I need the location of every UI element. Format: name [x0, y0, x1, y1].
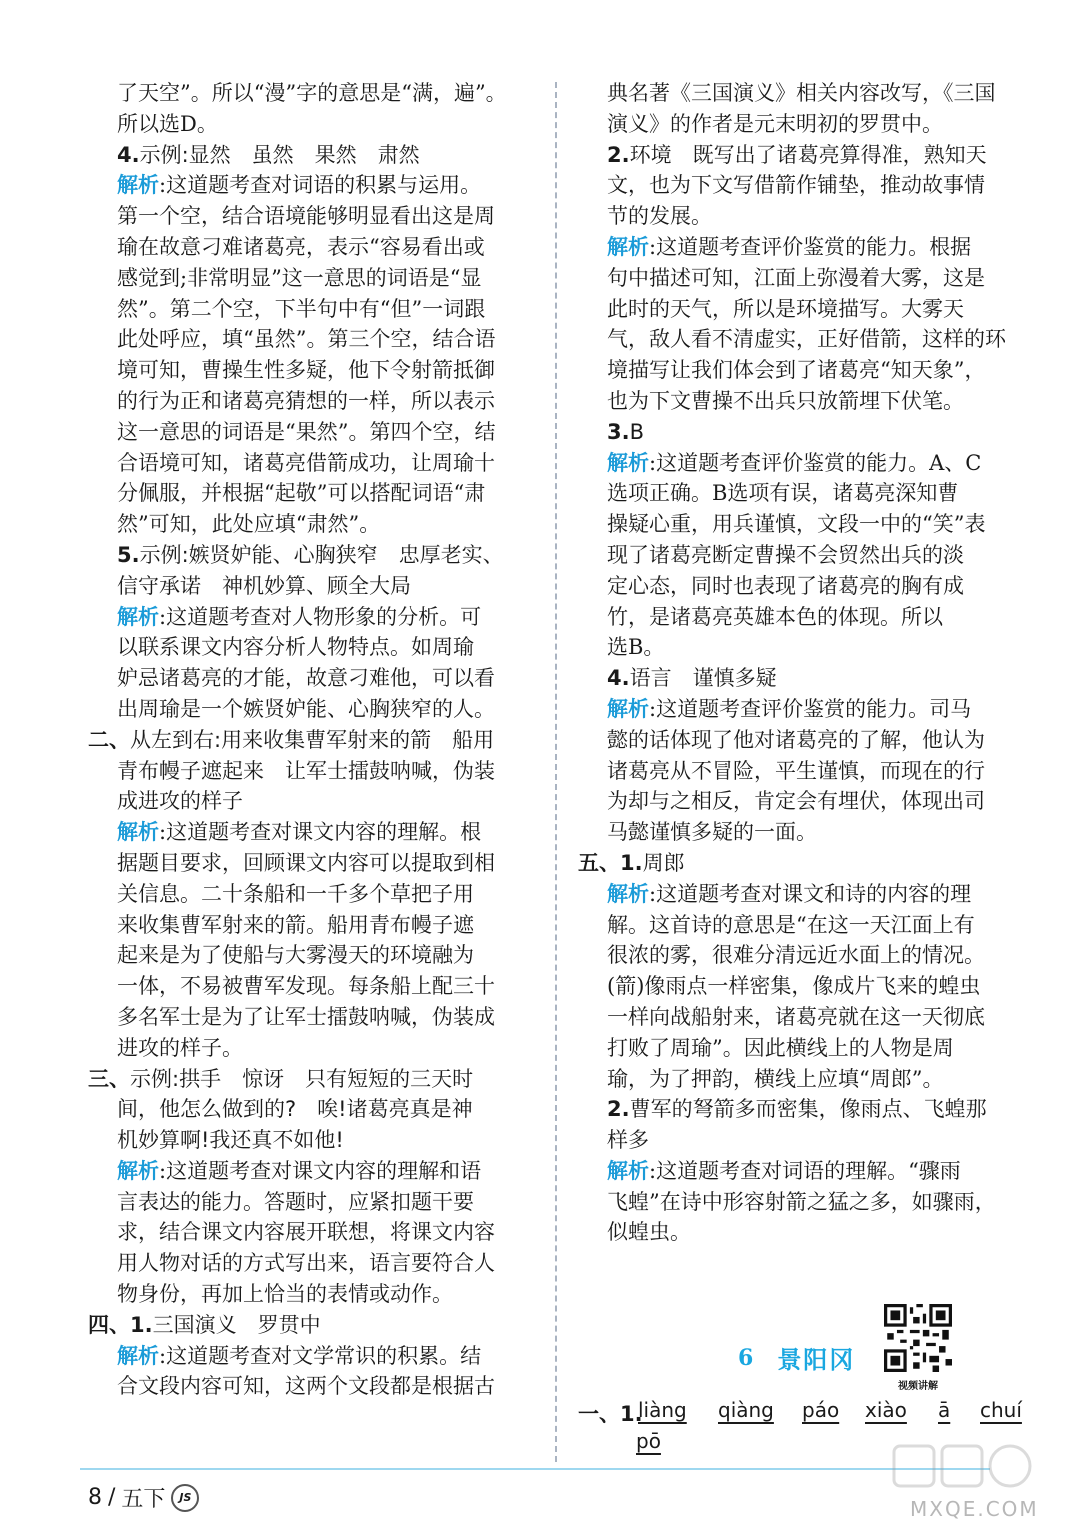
text-line — [88, 509, 536, 540]
text-line — [578, 694, 1026, 725]
left-column — [88, 78, 536, 1402]
text-run: 马懿谨慎多疑的一面。 — [607, 820, 817, 845]
text-run: 示例:拱手 惊讶 只有短短的三天时 — [130, 1066, 474, 1091]
question-number: 1. — [130, 1312, 153, 1337]
text-line — [88, 78, 536, 109]
text-run: (箭)像雨点一样密集，像成片飞来的蝗虫 — [607, 974, 981, 999]
text-run: 起来是为了使船与大雾漫天的环境融为 — [117, 943, 474, 968]
text-run: 瑜，为了押韵，横线上应填“周郎”。 — [607, 1066, 944, 1091]
text-run: 多名军士是为了让军士擂鼓呐喊，伪装成 — [117, 1004, 495, 1029]
text-line — [88, 478, 536, 509]
footer-separator: / — [108, 1485, 116, 1510]
question-number: 5. — [117, 542, 140, 567]
text-line — [578, 324, 1026, 355]
text-run: 曹军的弩箭多而密集，像雨点、飞蝗那 — [629, 1097, 987, 1122]
text-run: 节的发展。 — [607, 204, 712, 229]
text-line — [578, 786, 1026, 817]
pinyin-item: liàng — [638, 1398, 687, 1422]
text-line — [88, 1094, 536, 1125]
qr-code-icon[interactable] — [884, 1304, 952, 1372]
question-number: 4. — [117, 142, 140, 167]
page-footer — [88, 1482, 199, 1513]
text-run: 诸葛亮从不冒险，平生谨慎，而现在的行 — [607, 758, 985, 783]
text-line — [88, 940, 536, 971]
text-run: :这道题考查评价鉴赏的能力。根据 — [649, 234, 972, 259]
text-run: 求，结合课文内容展开联想，将课文内容 — [117, 1220, 495, 1245]
text-run: :这道题考查对词语的理解。“骤雨 — [649, 1158, 961, 1183]
text-run: 一体，不易被曹军发现。每条船上配三十 — [117, 974, 495, 999]
text-run: 瑜在故意刁难诸葛亮，表示“容易看出或 — [117, 234, 485, 259]
column-divider — [555, 82, 557, 1462]
text-run: :这道题考查对课文内容的理解和语 — [159, 1158, 482, 1183]
text-run: 然”可知，此处应填“肃然”。 — [117, 512, 381, 537]
text-line — [578, 294, 1026, 325]
text-line — [88, 1279, 536, 1310]
text-line — [88, 324, 536, 355]
text-run: 间，他怎么做到的? 唉!诸葛亮真是神 — [117, 1097, 473, 1122]
text-line — [578, 1217, 1026, 1248]
question-number: 1. — [620, 850, 643, 875]
text-run: 的行为正和诸葛亮猜想的一样，所以表示 — [117, 388, 495, 413]
text-line — [88, 848, 536, 879]
text-line — [88, 232, 536, 263]
page-number: 8 — [88, 1485, 102, 1510]
text-run: 句中描述可知，江面上弥漫着大雾，这是 — [607, 265, 985, 290]
text-run: 境描写让我们体会到了诸葛亮“知天象”， — [607, 358, 986, 383]
pinyin-item: ā — [938, 1398, 951, 1422]
text-run: 操疑心重，用兵谨慎，文段一中的“笑”表 — [607, 512, 986, 537]
text-line — [578, 417, 1026, 448]
text-run: 出周瑜是一个嫉贤妒能、心胸狭窄的人。 — [117, 696, 495, 721]
pinyin-label: 一、1. — [578, 1402, 643, 1426]
section-number: 四、 — [88, 1312, 130, 1337]
text-line — [578, 78, 1026, 109]
lesson-number: 6 — [738, 1344, 754, 1371]
text-run: 周郎 — [642, 850, 685, 875]
text-run: 懿的话体现了他对诸葛亮的了解，他认为 — [607, 727, 985, 752]
text-line — [88, 1156, 536, 1187]
pinyin-item: chuí — [980, 1398, 1022, 1422]
text-run: 合语境可知，诸葛亮借箭成功，让周瑜十 — [117, 450, 495, 475]
text-line — [578, 756, 1026, 787]
text-line — [578, 725, 1026, 756]
lesson-heading — [738, 1340, 855, 1375]
text-line — [88, 1217, 536, 1248]
text-line — [88, 879, 536, 910]
text-line — [578, 232, 1026, 263]
text-line — [578, 1187, 1026, 1218]
analysis-tag: 解析 — [117, 1158, 159, 1183]
text-line — [578, 1156, 1026, 1187]
text-line — [578, 509, 1026, 540]
text-run: 现了诸葛亮断定曹操不会贸然出兵的淡 — [607, 542, 964, 567]
text-run: 机妙算啊!我还真不如他! — [117, 1128, 344, 1153]
text-run: 很浓的雾，很难分清远近水面上的情况。 — [607, 943, 985, 968]
text-line — [578, 355, 1026, 386]
text-line — [88, 417, 536, 448]
text-run: 似蝗虫。 — [607, 1220, 691, 1245]
text-run: 来收集曹军射来的箭。船用青布幔子遮 — [117, 912, 474, 937]
text-line — [578, 632, 1026, 663]
text-run: 这一意思的词语是“果然”。第四个空，结 — [117, 419, 496, 444]
question-number: 4. — [607, 666, 630, 691]
text-run: 据题目要求，回顾课文内容可以提取到相 — [117, 850, 495, 875]
footer-rule — [80, 1468, 990, 1470]
text-line — [578, 1125, 1026, 1156]
analysis-tag: 解析 — [117, 604, 159, 629]
text-run: 竹，是诸葛亮英雄本色的体现。所以 — [607, 604, 943, 629]
lesson-title: 景阳冈 — [777, 1346, 856, 1374]
text-line — [88, 1187, 536, 1218]
analysis-tag: 解析 — [607, 881, 649, 906]
text-run: 典名著《三国演义》相关内容改写，《三国 — [607, 81, 996, 105]
text-line — [88, 448, 536, 479]
text-line — [578, 971, 1026, 1002]
text-line — [578, 879, 1026, 910]
text-run: 此时的天气，所以是环境描写。大雾天 — [607, 296, 964, 321]
text-line — [88, 817, 536, 848]
text-run: 感觉到;非常明显”这一意思的词语是“显 — [117, 265, 482, 290]
text-line — [88, 910, 536, 941]
text-line — [578, 1094, 1026, 1125]
text-run: 进攻的样子。 — [117, 1035, 243, 1060]
analysis-tag: 解析 — [117, 820, 159, 845]
text-run: 分佩服，并根据“起敬”可以搭配词语“肃 — [117, 481, 486, 506]
text-run: 打败了周瑜”。因此横线上的人物是周 — [607, 1035, 954, 1060]
text-run: 飞蝗”在诗中形容射箭之猛之多，如骤雨， — [607, 1189, 996, 1214]
text-run: 物身份，再加上恰当的表情或动作。 — [117, 1282, 453, 1307]
text-line — [578, 140, 1026, 171]
analysis-tag: 解析 — [607, 696, 649, 721]
pinyin-item: páo — [802, 1398, 840, 1422]
text-line — [578, 109, 1026, 140]
text-run: :这道题考查对人物形象的分析。可 — [159, 604, 482, 629]
watermark-text: MXQE.COM — [910, 1497, 1039, 1521]
text-run: 境可知，曹操生性多疑，他下令射箭抵御 — [117, 358, 495, 383]
text-line — [578, 448, 1026, 479]
js-badge-icon: JS — [171, 1484, 199, 1512]
text-line — [578, 848, 1026, 879]
text-run: 也为下文曹操不出兵只放箭埋下伏笔。 — [607, 388, 964, 413]
question-number: 3. — [607, 419, 630, 444]
text-line — [88, 756, 536, 787]
text-line — [578, 1033, 1026, 1064]
text-run: 成进攻的样子 — [117, 789, 243, 814]
text-run: 演义》的作者是元末明初的罗贯中。 — [607, 111, 943, 136]
text-run: 选项正确。B选项有误，诸葛亮深知曹 — [607, 481, 959, 506]
analysis-tag: 解析 — [607, 234, 649, 259]
text-run: 妒忌诸葛亮的才能，故意刁难他，可以看 — [117, 666, 495, 691]
text-run: 关信息。二十条船和一千多个草把子用 — [117, 881, 474, 906]
pinyin-item: pō — [636, 1429, 661, 1453]
text-run: :这道题考查对课文内容的理解。根 — [159, 820, 482, 845]
text-run: 语言 谨慎多疑 — [629, 666, 777, 691]
text-run: 解。这首诗的意思是“在这一天江面上有 — [607, 912, 975, 937]
section-number: 五、 — [578, 850, 620, 875]
text-line — [88, 386, 536, 417]
analysis-tag: 解析 — [117, 1343, 159, 1368]
question-number: 2. — [607, 1097, 630, 1122]
text-run: 气，敌人看不清虚实，正好借箭，这样的环 — [607, 327, 1006, 352]
pinyin-item: xiào — [865, 1398, 907, 1422]
text-line — [578, 910, 1026, 941]
text-line — [88, 1371, 536, 1402]
text-run: 所以选D。 — [117, 111, 218, 136]
text-line — [88, 1341, 536, 1372]
text-line — [578, 170, 1026, 201]
text-run: 了天空”。所以“漫”字的意思是“满，遍”。 — [117, 81, 507, 105]
text-run: 此处呼应，填“虽然”。第三个空，结合语 — [117, 327, 496, 352]
text-run: 从左到右:用来收集曹军射来的箭 船用 — [130, 727, 495, 752]
analysis-tag: 解析 — [117, 173, 159, 198]
section-number: 三、 — [88, 1066, 130, 1091]
text-run: 环境 既写出了诸葛亮算得准，熟知天 — [629, 142, 987, 167]
text-line — [578, 1064, 1026, 1095]
text-line — [578, 263, 1026, 294]
text-line — [88, 602, 536, 633]
text-run: 示例:显然 虽然 果然 肃然 — [139, 142, 420, 167]
text-run: 合文段内容可知，这两个文段都是根据古 — [117, 1374, 495, 1399]
text-line — [578, 478, 1026, 509]
text-run: 选B。 — [607, 635, 665, 660]
text-line — [88, 632, 536, 663]
text-run: 青布幔子遮起来 让军士擂鼓呐喊，伪装 — [117, 758, 495, 783]
text-line — [88, 971, 536, 1002]
analysis-tag: 解析 — [607, 450, 649, 475]
text-line — [88, 1248, 536, 1279]
text-line — [578, 663, 1026, 694]
text-line — [88, 170, 536, 201]
text-line — [88, 571, 536, 602]
text-run: 信守承诺 神机妙算、顾全大局 — [117, 573, 411, 598]
text-run: :这道题考查对课文和诗的内容的理 — [649, 881, 972, 906]
text-line — [88, 355, 536, 386]
text-run: 为却与之相反，肯定会有埋伏，体现出司 — [607, 789, 985, 814]
text-line — [88, 725, 536, 756]
text-run: 然”。第二个空，下半句中有“但”一词跟 — [117, 296, 486, 321]
text-line — [88, 1002, 536, 1033]
text-run: :这道题考查对词语的积累与运用。 — [159, 173, 482, 198]
text-run: 三国演义 罗贯中 — [152, 1312, 321, 1337]
text-line — [88, 1033, 536, 1064]
text-run: :这道题考查评价鉴赏的能力。A、C — [649, 450, 982, 475]
text-line — [578, 817, 1026, 848]
text-line — [88, 1310, 536, 1341]
text-run: 样多 — [607, 1128, 649, 1153]
text-run: B — [629, 419, 645, 444]
text-line — [88, 1125, 536, 1156]
text-line — [578, 602, 1026, 633]
grade-label: 五下 — [121, 1487, 166, 1512]
text-line — [88, 1064, 536, 1095]
pinyin-item: qiàng — [718, 1398, 774, 1422]
text-line — [88, 201, 536, 232]
text-run: 用人物对话的方式写出来，语言要符合人 — [117, 1251, 495, 1276]
text-line — [88, 263, 536, 294]
text-line — [88, 140, 536, 171]
text-line — [88, 786, 536, 817]
text-run: 示例:嫉贤妒能、心胸狭窄 忠厚老实、 — [139, 542, 504, 567]
text-run: 一样向战船射来，诸葛亮就在这一天彻底 — [607, 1004, 985, 1029]
text-line — [578, 540, 1026, 571]
text-run: :这道题考查评价鉴赏的能力。司马 — [649, 696, 972, 721]
text-line — [578, 940, 1026, 971]
text-line — [578, 201, 1026, 232]
analysis-tag: 解析 — [607, 1158, 649, 1183]
text-run: 言表达的能力。答题时，应紧扣题干要 — [117, 1189, 474, 1214]
text-line — [88, 663, 536, 694]
text-run: 第一个空，结合语境能够明显看出这是周 — [117, 204, 495, 229]
text-line — [88, 294, 536, 325]
text-line — [88, 540, 536, 571]
question-number: 2. — [607, 142, 630, 167]
qr-caption: 视频讲解 — [898, 1381, 938, 1392]
text-run: :这道题考查对文学常识的积累。结 — [159, 1343, 482, 1368]
text-line — [88, 109, 536, 140]
section-number: 二、 — [88, 727, 130, 752]
text-line — [578, 571, 1026, 602]
text-run: 以联系课文内容分析人物特点。如周瑜 — [117, 635, 474, 660]
text-line — [578, 386, 1026, 417]
text-run: 文，也为下文写借箭作铺垫，推动故事情 — [607, 173, 985, 198]
text-run: 定心态，同时也表现了诸葛亮的胸有成 — [607, 573, 964, 598]
right-column — [578, 78, 1026, 1248]
text-line — [88, 694, 536, 725]
text-line — [578, 1002, 1026, 1033]
